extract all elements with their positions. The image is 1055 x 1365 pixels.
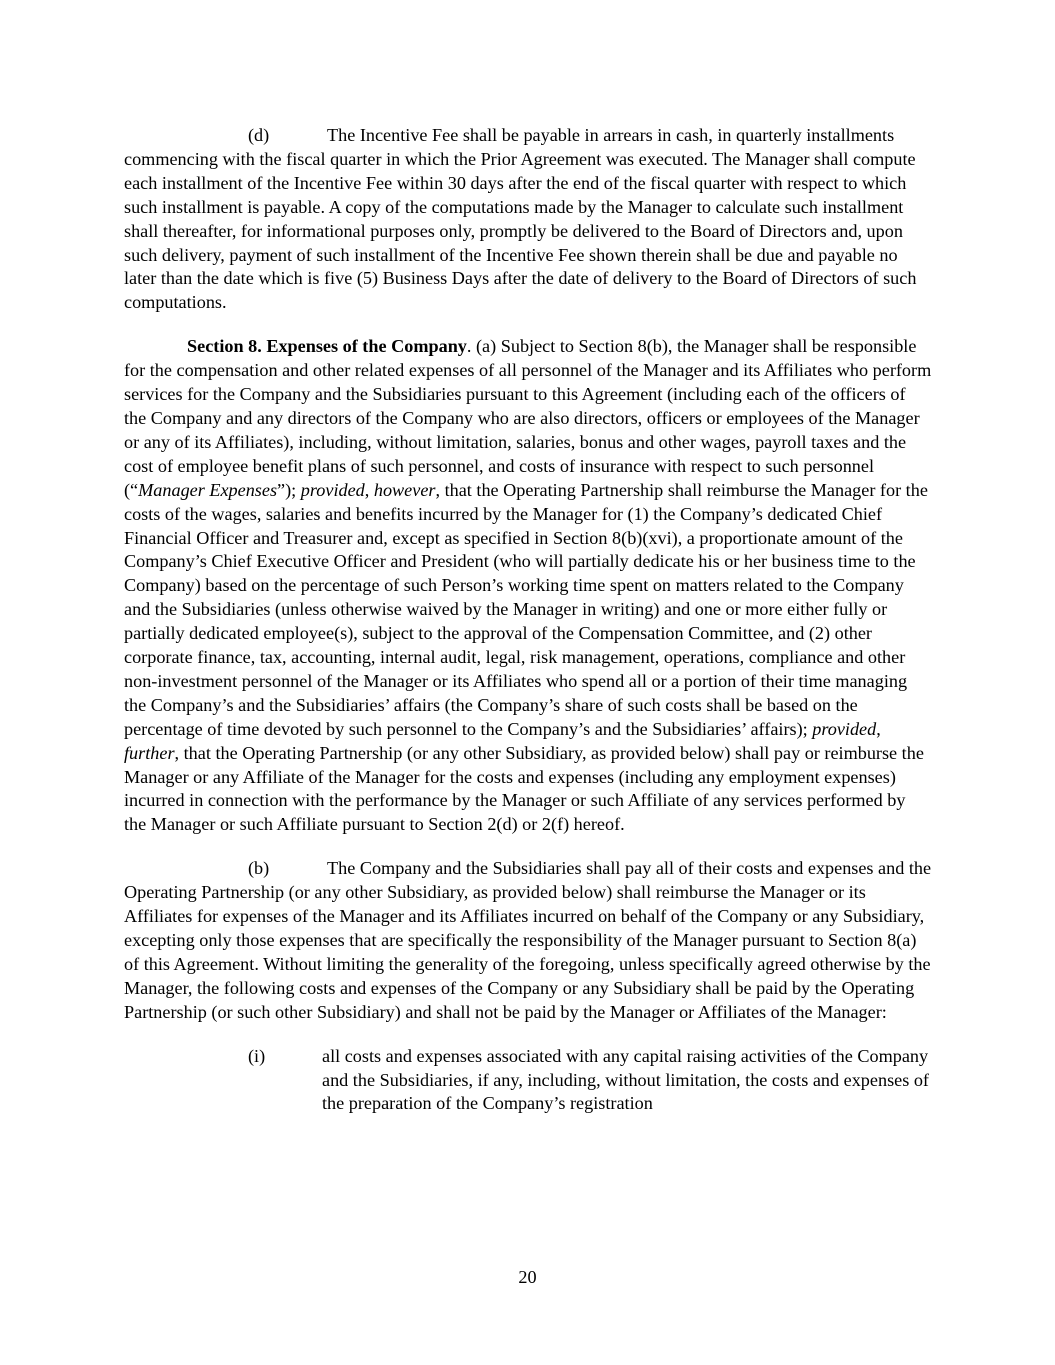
paragraph-b-label: (b) <box>248 858 270 879</box>
section-8-text-1: . (a) Subject to Section 8(b), the Manager shall be responsible for the compensation and other related expenses of all personnel of the Manager and its Affiliates who perform services for the Company and the Subsidiaries pursuant to this Agreement (including each of the officers of the Company and any directors of the Company who are also directors, officers or employees of the Manager or any of its Affiliates), including, without limitation, salaries, bonus and other wages, payroll taxes and the cost of employee benefit plans of such personnel, and costs of insurance with respect to such personnel (“ <box>124 336 932 500</box>
page-number: 20 <box>518 1267 537 1287</box>
paragraph-b-text: The Company and the Subsidiaries shall pay all of their costs and expenses and the Operating Partnership (or any other Subsidiary, as provided below) shall reimburse the Manager or its Affiliates for expenses of the Manager and its Affiliates incurred on behalf of the Company or any Subsidiary, excepting only those expenses that are specifically the responsibility of the Manager pursuant to Section 8(a) of this Agreement. Without limiting the generality of the foregoing, unless specifically agreed otherwise by the Manager, the following costs and expenses of the Company or any Subsidiary shall be paid by the Operating Partnership (or such other Subsidiary) and shall not be paid by the Manager or Affiliates of the Manager: <box>124 858 932 1022</box>
section-8-paragraph <box>124 335 932 837</box>
section-8-text-3: , <box>364 479 374 500</box>
section-8-text-2: ”); <box>277 479 301 500</box>
section-8-text-4: , that the Operating Partnership shall reimburse the Manager for the costs of the wages, salaries and benefits incurred by the Manager for (1) the Company’s dedicated Chief Financial Officer and Treasurer and, except as specified in Section 8(b)(xvi), a proportionate amount of the Company’s Chief Executive Officer and President (who will partially dedicate his or her business time to the Company) based on the percentage of such Person’s working time spent on matters related to the Company and the Subsidiaries (unless otherwise waived by the Manager in writing) and one or more either fully or partially dedicated employee(s), subject to the approval of the Compensation Committee, and (2) other corporate finance, tax, accounting, internal audit, legal, risk management, operations, compliance and other non-investment personnel of the Manager or its Affiliates who spend all or a portion of their time managing the Company’s and the Subsidiaries’ affairs (the Company’s share of such costs shall be based on the percentage of time devoted by such personnel to the Company’s and the Subsidiaries’ affairs); <box>124 479 928 739</box>
section-8-italic-provided-2: provided <box>812 718 877 739</box>
document-page <box>124 124 932 1136</box>
section-8-italic-further: further <box>124 742 175 763</box>
section-8-text-5: , <box>876 718 881 739</box>
paragraph-d-text: The Incentive Fee shall be payable in arrears in cash, in quarterly installments commencing with the fiscal quarter in which the Prior Agreement was executed. The Manager shall compute each installment of the Incentive Fee within 30 days after the end of the fiscal quarter with respect to which such installment is payable. A copy of the computations made by the Manager to calculate such installment shall thereafter, for informational purposes only, promptly be delivered to the Board of Directors and, upon such delivery, payment of such installment of the Incentive Fee shown therein shall be due and payable no later than the date which is five (5) Business Days after the date of delivery to the Board of Directors of such computations. <box>124 125 917 313</box>
section-8-italic-provided-1: provided <box>300 479 365 500</box>
section-8-text-6: , that the Operating Partnership (or any other Subsidiary, as provided below) shall pay or reimburse the Manager or any Affiliate of the Manager for the costs and expenses (including any employment expenses) incurred in connection with the performance by the Manager or such Affiliate of any services performed by the Manager or such Affiliate pursuant to Section 2(d) or 2(f) hereof. <box>124 742 924 835</box>
list-item-i-label: (i) <box>248 1045 266 1066</box>
section-8-italic-however: however <box>373 479 436 500</box>
paragraph-d <box>124 124 932 315</box>
section-8-defined-term: Manager Expenses <box>138 479 278 500</box>
paragraph-b <box>124 857 932 1024</box>
section-8-heading: Section 8. Expenses of the Company <box>187 336 467 357</box>
list-item-i <box>248 1045 932 1117</box>
list-item-i-text: all costs and expenses associated with any capital raising activities of the Company and the Subsidiaries, if any, including, without limitation, the costs and expenses of the preparation of the Company’s registration <box>322 1045 929 1114</box>
paragraph-d-label: (d) <box>248 125 270 145</box>
